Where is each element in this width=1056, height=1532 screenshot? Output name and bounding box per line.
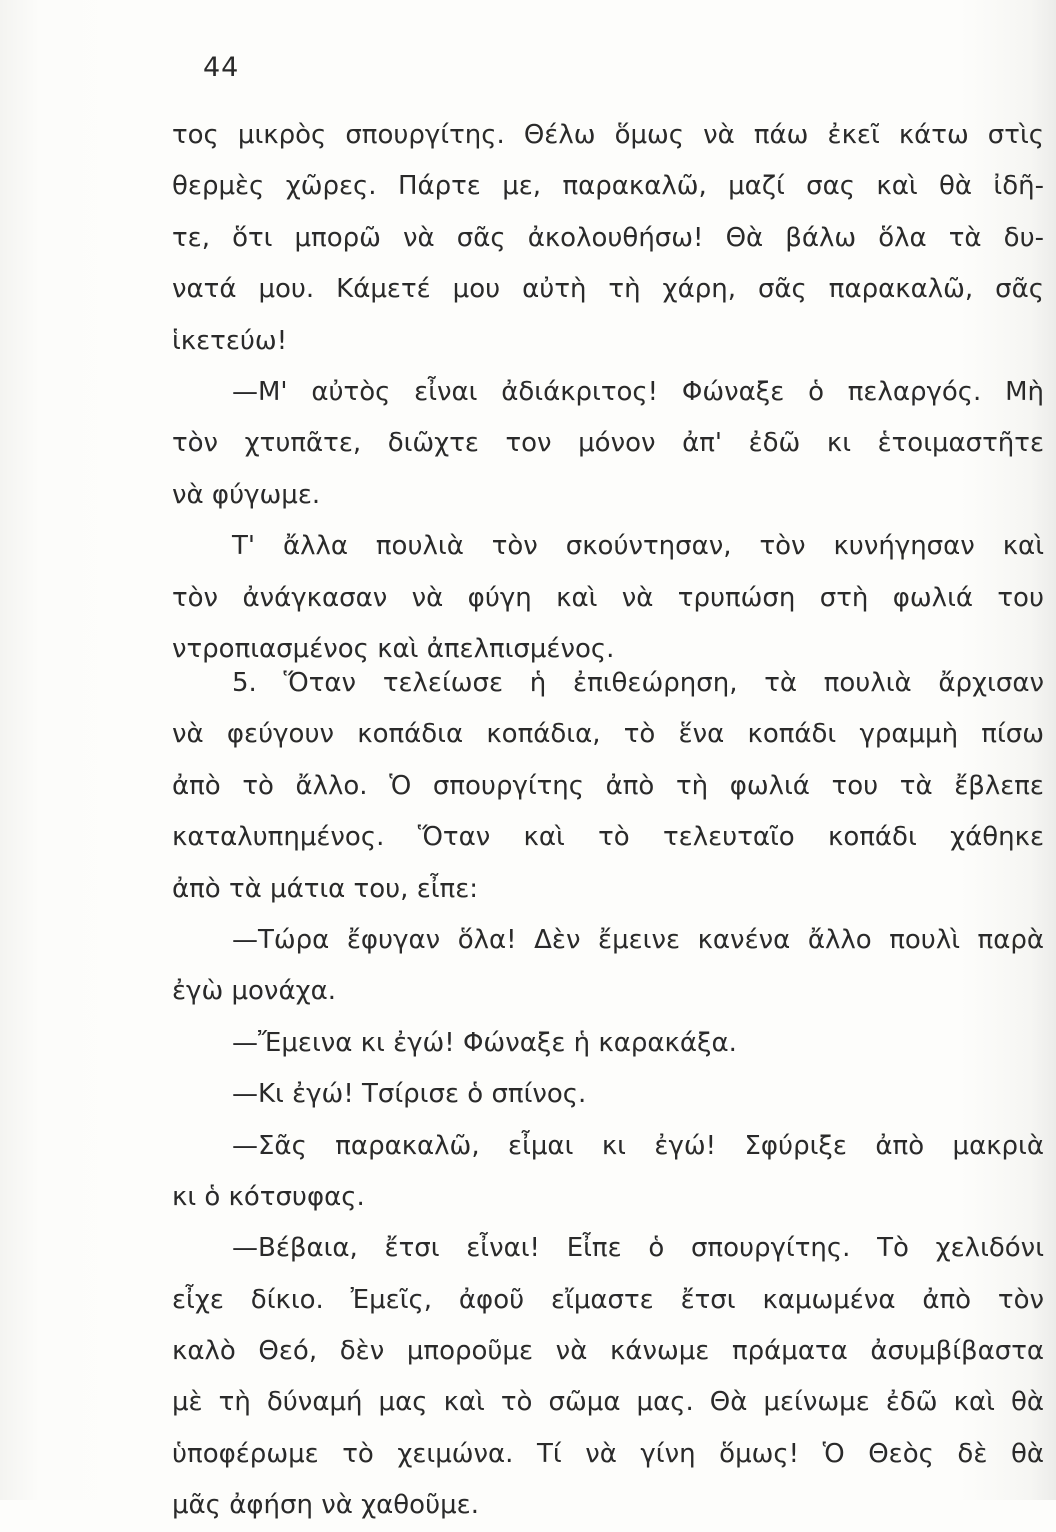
text-line: —Ἔμεινα κι ἐγώ! Φώναξε ἡ καρακάξα. xyxy=(232,1027,737,1058)
text-line: τὸν ἀνάγκασαν νὰ φύγη καὶ νὰ τρυπώση στὴ φωλιά του xyxy=(172,582,1044,613)
text-line: νὰ φύγωμε. xyxy=(172,479,321,510)
text-line: —Τώρα ἔφυγαν ὅλα! Δὲν ἔμεινε κανένα ἄλλο πουλὶ παρὰ xyxy=(232,924,1044,955)
text-line: τος μικρὸς σπουργίτης. Θέλω ὅμως νὰ πάω ἐκεῖ κάτω στὶς xyxy=(172,120,1044,150)
text-line: ἐγὼ μονάχα. xyxy=(172,976,337,1007)
text-block-bottom xyxy=(172,658,1044,1532)
text-line: θερμὲς χῶρες. Πάρτε με, παρακαλῶ, μαζί σας καὶ θὰ ἰδῆ- xyxy=(172,171,1044,202)
text-line: μὲ τὴ δύναμή μας καὶ τὸ σῶμα μας. Θὰ μείνωμε ἐδῶ καὶ θὰ xyxy=(172,1387,1044,1418)
page-number: 44 xyxy=(203,52,240,83)
text-line: ὑποφέρωμε τὸ χειμώνα. Τί νὰ γίνη ὅμως! Ὁ Θεὸς δὲ θὰ xyxy=(172,1438,1044,1469)
text-line: εἶχε δίκιο. Ἐμεῖς, ἀφοῦ εἴμαστε ἔτσι καμωμένα ἀπὸ τὸν xyxy=(172,1284,1044,1315)
text-line: ἱκετεύω! xyxy=(172,325,288,356)
text-line: ἀπὸ τὰ μάτια του, εἶπε: xyxy=(172,873,479,904)
text-line: ντροπιασμένος καὶ ἀπελπισμένος. xyxy=(172,633,615,664)
text-line: τὸν χτυπᾶτε, διῶχτε τον μόνον ἀπ' ἐδῶ κι ἑτοιμαστῆτε xyxy=(172,428,1044,459)
text-line: καλὸ Θεό, δὲν μποροῦμε νὰ κάνωμε πράματα ἀσυμβίβαστα xyxy=(172,1336,1044,1367)
text-line: νὰ φεύγουν κοπάδια κοπάδια, τὸ ἕνα κοπάδι γραμμὴ πίσω xyxy=(172,719,1044,750)
text-line: —Κι ἐγώ! Τσίρισε ὁ σπίνος. xyxy=(232,1079,587,1110)
text-line: κι ὁ κότσυφας. xyxy=(172,1181,365,1212)
text-line: ἀπὸ τὸ ἄλλο. Ὁ σπουργίτης ἀπὸ τὴ φωλιά του τὰ ἔβλεπε xyxy=(172,770,1044,801)
text-line: νατά μου. Κάμετέ μου αὐτὴ τὴ χάρη, σᾶς παρακαλῶ, σᾶς xyxy=(172,274,1044,305)
text-line: Τ' ἄλλα πουλιὰ τὸν σκούντησαν, τὸν κυνήγησαν καὶ xyxy=(232,531,1044,562)
text-line: 5. Ὅταν τελείωσε ἡ ἐπιθεώρηση, τὰ πουλιὰ ἄρχισαν xyxy=(232,668,1044,698)
text-line: —Βέβαια, ἔτσι εἶναι! Εἶπε ὁ σπουργίτης. Τὸ χελιδόνι xyxy=(232,1233,1044,1264)
text-line: —Σᾶς παρακαλῶ, εἶμαι κι ἐγώ! Σφύριξε ἀπὸ μακριὰ xyxy=(232,1130,1044,1161)
text-line: τε, ὅτι μπορῶ νὰ σᾶς ἀκολουθήσω! Θὰ βάλω ὅλα τὰ δυ- xyxy=(172,222,1044,253)
text-line: καταλυπημένος. Ὅταν καὶ τὸ τελευταῖο κοπάδι χάθηκε xyxy=(172,822,1044,853)
text-line: μᾶς ἀφήση νὰ χαθοῦμε. xyxy=(172,1490,479,1521)
text-line: —Μ' αὐτὸς εἶναι ἀδιάκριτος! Φώναξε ὁ πελαργός. Μὴ xyxy=(232,376,1044,407)
text-block-top xyxy=(172,110,1044,675)
